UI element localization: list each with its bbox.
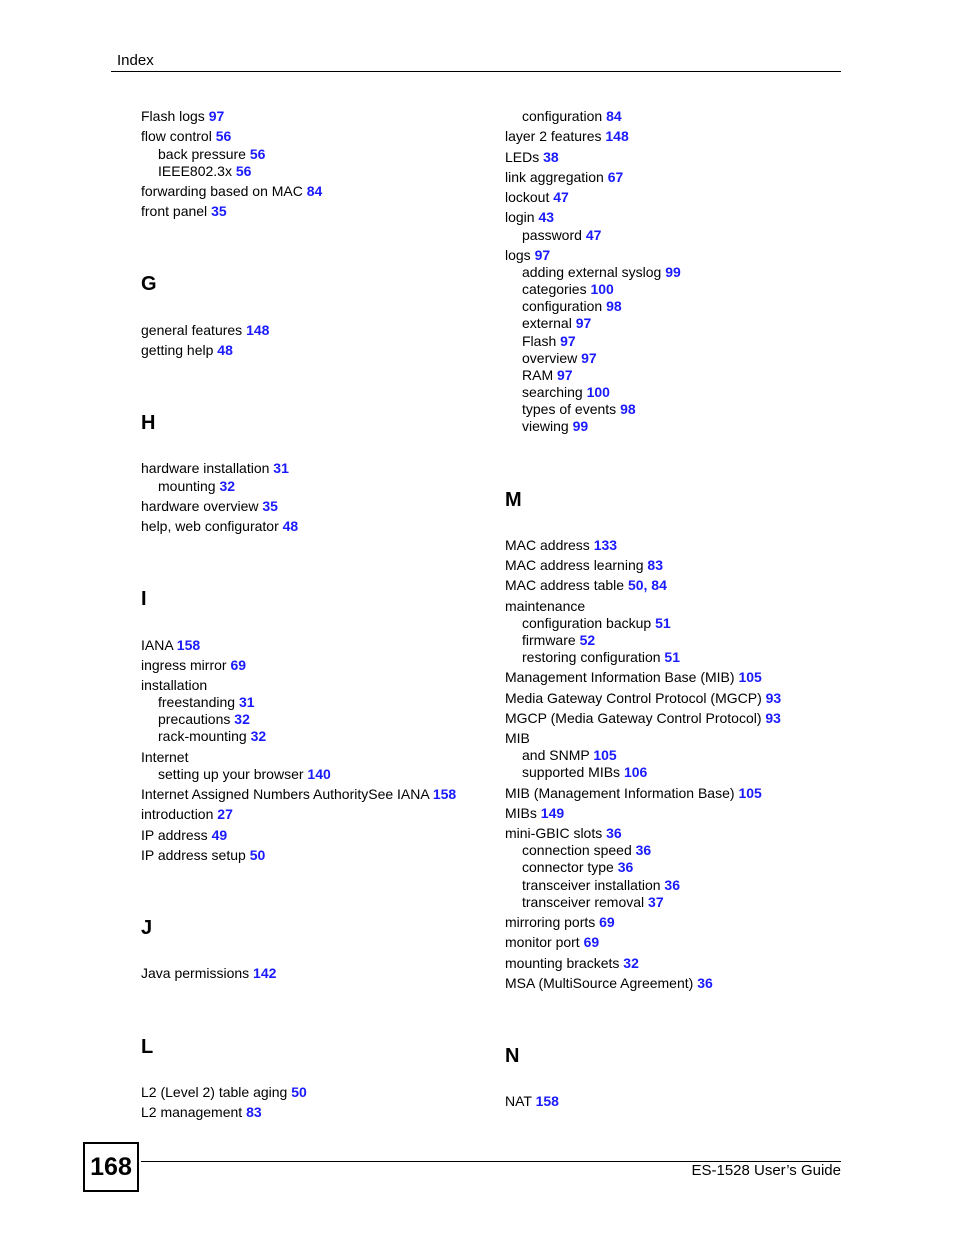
index-term: configuration <box>522 298 607 314</box>
page-reference-link[interactable]: 56 <box>235 163 252 179</box>
index-term: mini-GBIC slots <box>505 825 607 841</box>
page-reference-link[interactable]: 83 <box>246 1104 262 1120</box>
index-entry <box>505 730 530 747</box>
page-reference-link[interactable]: 43 <box>538 209 555 225</box>
index-term: configuration backup <box>522 615 656 631</box>
index-term: categories <box>522 281 591 297</box>
index-term: Internet <box>141 749 189 765</box>
page-reference-link[interactable]: 36 <box>697 975 713 991</box>
index-entry <box>141 677 207 694</box>
index-term: back pressure <box>158 146 250 162</box>
index-subentry <box>522 764 647 781</box>
guide-title: ES-1528 User’s Guide <box>691 1162 841 1179</box>
index-entry <box>505 785 762 802</box>
index-term: L2 management <box>141 1104 247 1120</box>
index-term: Internet Assigned Numbers AuthoritySee IANA <box>141 786 433 802</box>
index-term: transceiver removal <box>522 894 649 910</box>
index-letter-heading: N <box>505 1045 520 1067</box>
index-subentry <box>158 478 235 495</box>
page-reference-link[interactable]: 99 <box>665 264 681 280</box>
index-term: installation <box>141 677 208 693</box>
page-reference-link[interactable]: 56 <box>249 146 266 162</box>
page-reference-link[interactable]: 31 <box>238 694 255 710</box>
page-reference-link[interactable]: 51 <box>664 649 680 665</box>
index-letter-heading: H <box>141 412 156 434</box>
page-reference-link[interactable]: 36 <box>617 859 634 875</box>
page-reference-link[interactable]: 149 <box>540 805 565 821</box>
index-term: IANA <box>141 637 177 653</box>
index-term: lockout <box>505 189 554 205</box>
index-subentry <box>158 711 250 728</box>
page-reference-link[interactable]: 69 <box>599 914 615 930</box>
index-entry <box>141 108 224 125</box>
index-term: mounting <box>158 478 220 494</box>
index-term: Media Gateway Control Protocol (MGCP) <box>505 690 766 706</box>
page-reference-link[interactable]: 84 <box>306 183 323 199</box>
index-term: help, web configurator <box>141 518 283 534</box>
page-reference-link[interactable]: 32 <box>250 728 267 744</box>
page-reference-link[interactable]: 69 <box>583 934 600 950</box>
index-subentry <box>522 859 633 876</box>
index-subentry <box>522 264 681 281</box>
index-entry <box>505 690 781 707</box>
index-entry <box>505 975 713 992</box>
page-reference-link[interactable]: 133 <box>593 537 618 553</box>
index-entry <box>505 934 599 951</box>
page-reference-link[interactable]: 148 <box>605 128 629 144</box>
index-term: forwarding based on MAC <box>141 183 307 199</box>
index-term: and SNMP <box>522 747 594 763</box>
index-term: password <box>522 227 586 243</box>
index-term: front panel <box>141 203 212 219</box>
index-term: types of events <box>522 401 621 417</box>
page-reference-link[interactable]: 38 <box>543 149 559 165</box>
index-term: getting help <box>141 342 218 358</box>
index-entry <box>141 827 227 844</box>
index-subentry <box>522 281 614 298</box>
index-subentry <box>522 367 573 384</box>
index-term: MAC address learning <box>505 557 648 573</box>
page-reference-link[interactable]: 47 <box>553 189 569 205</box>
index-term: LEDs <box>505 149 544 165</box>
page-reference-link[interactable]: 36 <box>635 842 652 858</box>
index-term: adding external syslog <box>522 264 666 280</box>
index-subentry <box>158 766 331 783</box>
page-reference-link[interactable]: 32 <box>623 955 639 971</box>
index-term: MSA (MultiSource Agreement) <box>505 975 698 991</box>
index-entry <box>505 669 762 686</box>
page-reference-link[interactable]: 36 <box>664 877 680 893</box>
index-term: mounting brackets <box>505 955 624 971</box>
page-reference-link[interactable]: 67 <box>607 169 624 185</box>
index-term: hardware installation <box>141 460 274 476</box>
index-entry <box>141 637 200 654</box>
index-term: monitor port <box>505 934 584 950</box>
index-subentry <box>522 747 617 764</box>
page-reference-link[interactable]: 31 <box>273 460 289 476</box>
page-reference-link[interactable]: 83 <box>647 557 663 573</box>
index-entry <box>141 183 322 200</box>
index-term: freestanding <box>158 694 239 710</box>
index-term: MIB <box>505 730 530 746</box>
page-reference-link[interactable]: 105 <box>738 669 762 685</box>
index-letter-heading: J <box>141 917 153 939</box>
page-reference-link[interactable]: 32 <box>219 478 236 494</box>
page-reference-link[interactable]: 47 <box>585 227 602 243</box>
index-letter-heading: M <box>505 489 522 511</box>
page-reference-link[interactable]: 84 <box>606 108 622 124</box>
index-letter-heading: I <box>141 588 147 610</box>
index-entry <box>505 825 622 842</box>
index-subentry <box>522 649 680 666</box>
index-term: mirroring ports <box>505 914 600 930</box>
index-entry <box>505 128 629 145</box>
index-entry <box>141 749 188 766</box>
index-term: MAC address table <box>505 577 628 593</box>
index-entry <box>505 557 663 574</box>
index-term: NAT <box>505 1093 536 1109</box>
page-reference-link[interactable]: 97 <box>575 315 592 331</box>
page-reference-link[interactable]: 158 <box>432 786 457 802</box>
index-subentry <box>522 418 588 435</box>
index-term: Java permissions <box>141 965 254 981</box>
header-section-title: Index <box>117 52 154 69</box>
index-entry <box>141 965 276 982</box>
page-reference-link[interactable]: 105 <box>738 785 762 801</box>
page-reference-link[interactable]: 97 <box>534 247 551 263</box>
index-term: rack-mounting <box>158 728 251 744</box>
index-entry <box>505 247 550 264</box>
index-term: precautions <box>158 711 235 727</box>
page-reference-link[interactable]: 105 <box>593 747 617 763</box>
index-term: IEEE802.3x <box>158 163 236 179</box>
page-reference-link[interactable]: 49 <box>211 827 228 843</box>
index-entry <box>141 203 227 220</box>
index-term: configuration <box>522 108 607 124</box>
index-term: MIB (Management Information Base) <box>505 785 739 801</box>
index-subentry <box>522 350 597 367</box>
page-reference-link[interactable]: 35 <box>262 498 278 514</box>
index-entry <box>505 149 559 166</box>
index-term: viewing <box>522 418 573 434</box>
index-term: connection speed <box>522 842 636 858</box>
index-term: ingress mirror <box>141 657 231 673</box>
index-term: IP address setup <box>141 847 250 863</box>
index-subentry <box>522 384 610 401</box>
index-term: Flash <box>522 333 561 349</box>
index-subentry <box>522 894 664 911</box>
index-term: MGCP (Media Gateway Control Protocol) <box>505 710 766 726</box>
page-reference-link[interactable]: 106 <box>623 764 648 780</box>
index-term: overview <box>522 350 582 366</box>
index-term: maintenance <box>505 598 586 614</box>
index-subentry <box>522 108 622 125</box>
index-subentry <box>522 401 636 418</box>
index-term: MAC address <box>505 537 594 553</box>
index-entry <box>505 710 781 727</box>
index-entry <box>505 955 639 972</box>
index-entry <box>505 537 617 554</box>
page-reference-link[interactable]: 35 <box>211 203 227 219</box>
index-entry <box>505 598 585 615</box>
index-subentry <box>522 615 671 632</box>
index-term: restoring configuration <box>522 649 665 665</box>
index-term: connector type <box>522 859 618 875</box>
page-reference-link[interactable]: 36 <box>606 825 622 841</box>
page-reference-link[interactable]: 93 <box>765 690 782 706</box>
page-reference-link[interactable]: 97 <box>581 350 597 366</box>
page-reference-link[interactable]: 48 <box>217 342 233 358</box>
page-reference-link[interactable]: 158 <box>535 1093 559 1109</box>
page-reference-link[interactable]: 27 <box>217 806 233 822</box>
page-reference-link[interactable]: 50 <box>291 1084 307 1100</box>
index-entry <box>141 498 278 515</box>
page-reference-link[interactable]: 100 <box>586 384 610 400</box>
index-term: Flash logs <box>141 108 209 124</box>
index-term: layer 2 features <box>505 128 606 144</box>
index-entry <box>141 847 265 864</box>
index-subentry <box>522 877 680 894</box>
page-reference-link[interactable]: 142 <box>253 965 277 981</box>
page-reference-link[interactable]: 37 <box>648 894 664 910</box>
index-term: flow control <box>141 128 216 144</box>
index-entry <box>505 805 564 822</box>
page-reference-link[interactable]: 99 <box>572 418 589 434</box>
page-reference-link[interactable]: 100 <box>590 281 614 297</box>
index-entry <box>141 518 298 535</box>
page-reference-link[interactable]: 98 <box>620 401 636 417</box>
index-term: setting up your browser <box>158 766 308 782</box>
index-term: Management Information Base (MIB) <box>505 669 739 685</box>
page-reference-link[interactable]: 48 <box>282 518 299 534</box>
page-reference-link[interactable]: 69 <box>230 657 247 673</box>
index-term: login <box>505 209 539 225</box>
index-subentry <box>158 694 255 711</box>
index-subentry <box>522 842 651 859</box>
page-reference-link[interactable]: 98 <box>606 298 622 314</box>
page-reference-link[interactable]: 52 <box>579 632 596 648</box>
index-entry <box>505 577 667 594</box>
index-entry <box>141 806 233 823</box>
index-term: general features <box>141 322 247 338</box>
index-subentry <box>522 298 622 315</box>
index-subentry <box>158 728 266 745</box>
index-entry <box>505 914 615 931</box>
page-reference-link[interactable]: 56 <box>215 128 232 144</box>
index-term: MIBs <box>505 805 541 821</box>
index-entry <box>141 786 456 803</box>
index-entry <box>505 189 569 206</box>
page-reference-link[interactable]: 148 <box>246 322 270 338</box>
index-term: searching <box>522 384 587 400</box>
index-term: external <box>522 315 576 331</box>
index-term: link aggregation <box>505 169 608 185</box>
page-reference-link[interactable]: 51 <box>655 615 671 631</box>
index-term: L2 (Level 2) table aging <box>141 1084 292 1100</box>
page-reference-link[interactable]: 50, 84 <box>627 577 667 593</box>
index-entry <box>505 169 623 186</box>
index-term: firmware <box>522 632 580 648</box>
index-term: transceiver installation <box>522 877 665 893</box>
index-letter-heading: G <box>141 273 157 295</box>
index-entry <box>505 209 554 226</box>
index-term: supported MIBs <box>522 764 624 780</box>
index-subentry <box>522 315 591 332</box>
page-reference-link[interactable]: 93 <box>765 710 781 726</box>
index-entry <box>141 342 233 359</box>
index-entry <box>141 1104 262 1121</box>
index-entry <box>141 322 269 339</box>
index-entry <box>141 128 231 145</box>
index-subentry <box>158 163 251 180</box>
index-term: introduction <box>141 806 218 822</box>
index-subentry <box>522 227 601 244</box>
index-subentry <box>522 333 576 350</box>
page-reference-link[interactable]: 140 <box>307 766 331 782</box>
page-number: 168 <box>83 1142 139 1192</box>
index-term: RAM <box>522 367 557 383</box>
index-term: IP address <box>141 827 212 843</box>
page-reference-link[interactable]: 97 <box>208 108 225 124</box>
index-letter-heading: L <box>141 1036 154 1058</box>
index-subentry <box>522 632 595 649</box>
index-term: logs <box>505 247 535 263</box>
index-entry <box>141 657 246 674</box>
page-reference-link[interactable]: 158 <box>176 637 201 653</box>
page-reference-link[interactable]: 32 <box>234 711 250 727</box>
page-reference-link[interactable]: 97 <box>560 333 576 349</box>
index-subentry <box>158 146 265 163</box>
index-term: hardware overview <box>141 498 263 514</box>
page-reference-link[interactable]: 50 <box>249 847 266 863</box>
index-entry <box>505 1093 559 1110</box>
header-rule <box>111 71 841 72</box>
index-entry <box>141 460 289 477</box>
index-entry <box>141 1084 307 1101</box>
page-reference-link[interactable]: 97 <box>557 367 573 383</box>
